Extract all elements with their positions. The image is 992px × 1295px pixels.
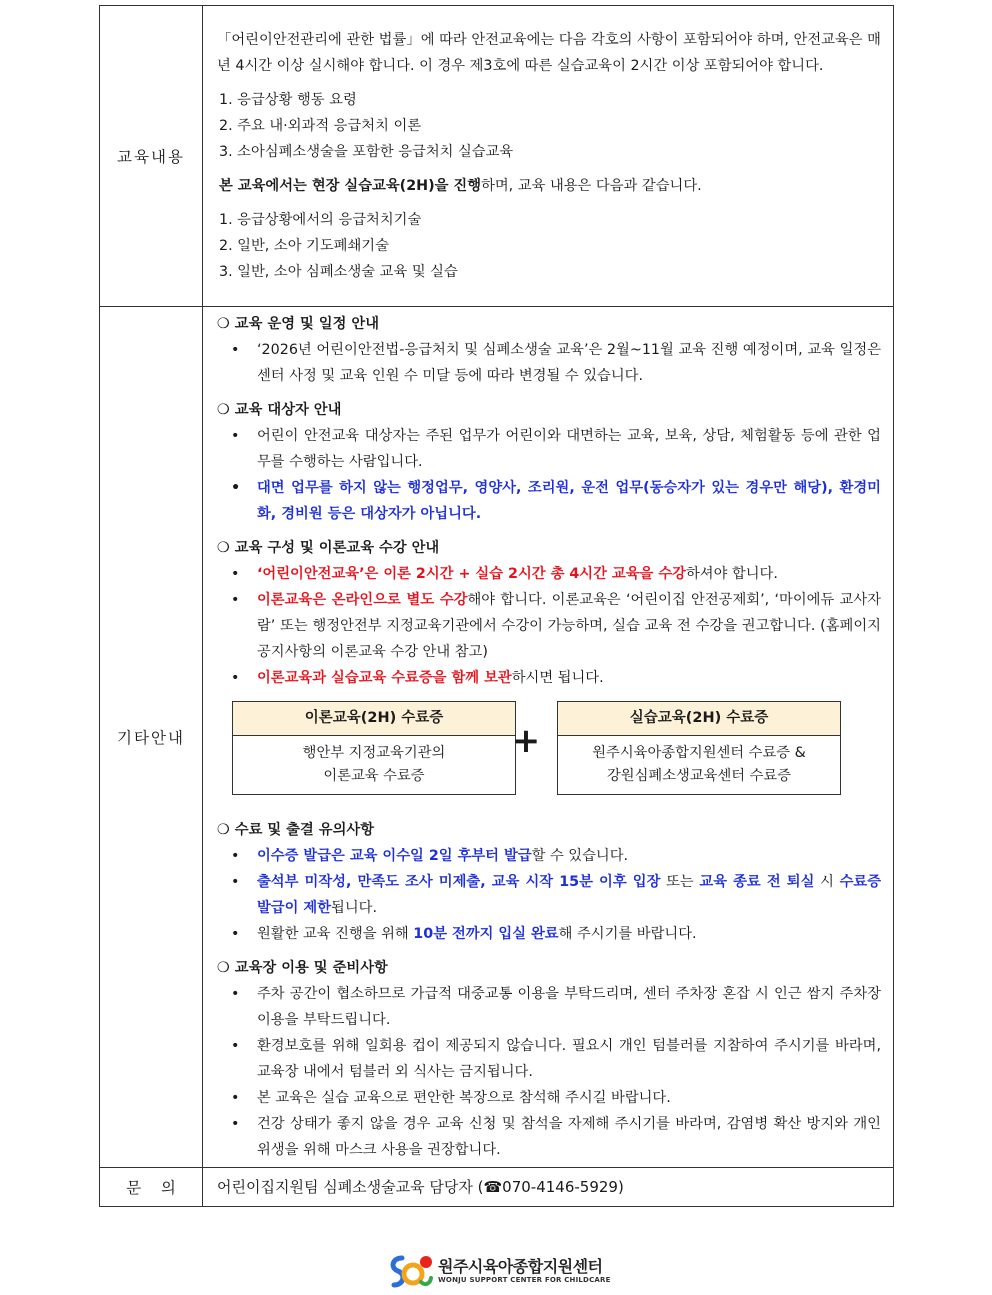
- list-item: • 이수증 발급은 교육 이수일 2일 후부터 발급할 수 있습니다.: [217, 843, 881, 869]
- section-title: ❍ 수료 및 출결 유의사항: [217, 822, 375, 838]
- practice-certificate-line: 원주시육아종합지원센터 수료증 &: [592, 745, 806, 761]
- practice-certificate-box: [557, 701, 841, 795]
- list-item: • ‘어린이안전교육’은 이론 2시간 + 실습 2시간 총 4시간 교육을 수강하셔야 합니다.: [217, 561, 881, 587]
- list-item: • 대면 업무를 하지 않는 행정업무, 영양사, 조리원, 운전 업무(동승자가 있는 경우만 해당), 환경미화, 경비원 등은 대상자가 아닙니다.: [217, 475, 881, 527]
- center-name: 원주시육아종합지원센터: [438, 1257, 603, 1276]
- course-item: 3. 일반, 소아 심폐소생술 교육 및 실습: [219, 264, 458, 280]
- center-name-english: WONJU SUPPORT CENTER FOR CHILDCARE: [438, 1276, 611, 1284]
- list-item: • 본 교육은 실습 교육으로 편안한 복장으로 참석해 주시길 바랍니다.: [217, 1085, 881, 1111]
- list-item: • 이론교육과 실습교육 수료증을 함께 보관하시면 됩니다.: [217, 665, 881, 691]
- info-table: [99, 5, 894, 1207]
- bullet-list: [217, 337, 881, 389]
- list-item: • 이론교육은 온라인으로 별도 수강해야 합니다. 이론교육은 ‘어린이집 안전공제회’, ‘마이에듀 교사자람’ 또는 행정안전부 지정교육기관에서 수강이 가능하며, 실습 교육 전 수강을 권고합니다. (홈페이지 공지사항의 이론교육 수강 안내 참고): [217, 587, 881, 665]
- list-item: • 원활한 교육 진행을 위해 10분 전까지 입실 완료해 주시기를 바랍니다.: [217, 921, 881, 947]
- practice-certificate-title: 실습교육(2H) 수료증: [558, 702, 840, 736]
- law-item: 3. 소아심폐소생술을 포함한 응급처치 실습교육: [219, 144, 514, 160]
- other-info-label: 기타안내: [100, 307, 203, 1168]
- footer-logo: [388, 1252, 613, 1292]
- center-logo-icon: [388, 1252, 434, 1290]
- inquiry-row: [100, 1168, 894, 1207]
- law-item: 1. 응급상황 행동 요령: [219, 92, 357, 108]
- bullet-list: [217, 843, 881, 947]
- section-title: ❍ 교육 구성 및 이론교육 수강 안내: [217, 540, 440, 556]
- course-item: 2. 일반, 소아 기도폐쇄기술: [219, 238, 389, 254]
- theory-certificate-line: 이론교육 수료증: [323, 768, 425, 784]
- list-item: • 환경보호를 위해 일회용 컵이 제공되지 않습니다. 필요시 개인 텀블러를 지참하여 주시기를 바라며, 교육장 내에서 텀블러 외 식사는 금지됩니다.: [217, 1033, 881, 1085]
- list-item: • 건강 상태가 좋지 않을 경우 교육 신청 및 참석을 자제해 주시기를 바라며, 감염병 확산 방지와 개인위생을 위해 마스크 사용을 권장합니다.: [217, 1111, 881, 1163]
- list-item: • 출석부 미작성, 만족도 조사 미제출, 교육 시작 15분 이후 입장 또는 교육 종료 전 퇴실 시 수료증 발급이 제한됩니다.: [217, 869, 881, 921]
- section-title: ❍ 교육 운영 및 일정 안내: [217, 316, 380, 332]
- theory-certificate-line: 행안부 지정교육기관의: [302, 745, 446, 761]
- this-edu-statement: 본 교육에서는 현장 실습교육(2H)을 진행하며, 교육 내용은 다음과 같습니다.: [219, 178, 702, 194]
- section-title: ❍ 교육 대상자 안내: [217, 402, 342, 418]
- practice-certificate-line: 강원심폐소생교육센터 수료증: [606, 768, 792, 784]
- list-item: • 어린이 안전교육 대상자는 주된 업무가 어린이와 대면하는 교육, 보육, 상담, 체험활동 등에 관한 업무를 수행하는 사람입니다.: [217, 423, 881, 475]
- theory-certificate-title: 이론교육(2H) 수료증: [233, 702, 515, 736]
- inquiry-label: 문 의: [100, 1168, 203, 1207]
- law-intro: 「어린이안전관리에 관한 법률」에 따라 안전교육에는 다음 각호의 사항이 포함되어야 하며, 안전교육은 매년 4시간 이상 실시해야 합니다. 이 경우 제3호에 따른 실습교육이 2시간 이상 포함되어야 합니다.: [217, 32, 881, 74]
- bullet-list: [217, 561, 881, 691]
- plus-icon: +: [511, 721, 541, 761]
- edu-content-label: 교육내용: [100, 6, 203, 307]
- bullet-list: [217, 423, 881, 527]
- list-item: • ‘2026년 어린이안전법-응급처치 및 심폐소생술 교육’은 2월~11월 교육 진행 예정이며, 교육 일정은 센터 사정 및 교육 인원 수 미달 등에 따라 변경될 수 있습니다.: [217, 337, 881, 389]
- bullet-list: [217, 981, 881, 1163]
- theory-certificate-box: [232, 701, 516, 795]
- edu-content-cell: [203, 6, 894, 307]
- list-item: • 주차 공간이 협소하므로 가급적 대중교통 이용을 부탁드리며, 센터 주차장 혼잡 시 인근 쌈지 주차장 이용을 부탁드립니다.: [217, 981, 881, 1033]
- certificate-diagram: [217, 693, 881, 813]
- course-item: 1. 응급상황에서의 응급처치기술: [219, 212, 422, 228]
- other-info-cell: [203, 307, 894, 1168]
- other-info-row: [100, 307, 894, 1168]
- section-title: ❍ 교육장 이용 및 준비사항: [217, 960, 388, 976]
- law-item: 2. 주요 내·외과적 응급처치 이론: [219, 118, 422, 134]
- edu-content-row: [100, 6, 894, 307]
- inquiry-contact: 어린이집지원팀 심폐소생술교육 담당자 (☎070-4146-5929): [203, 1168, 894, 1207]
